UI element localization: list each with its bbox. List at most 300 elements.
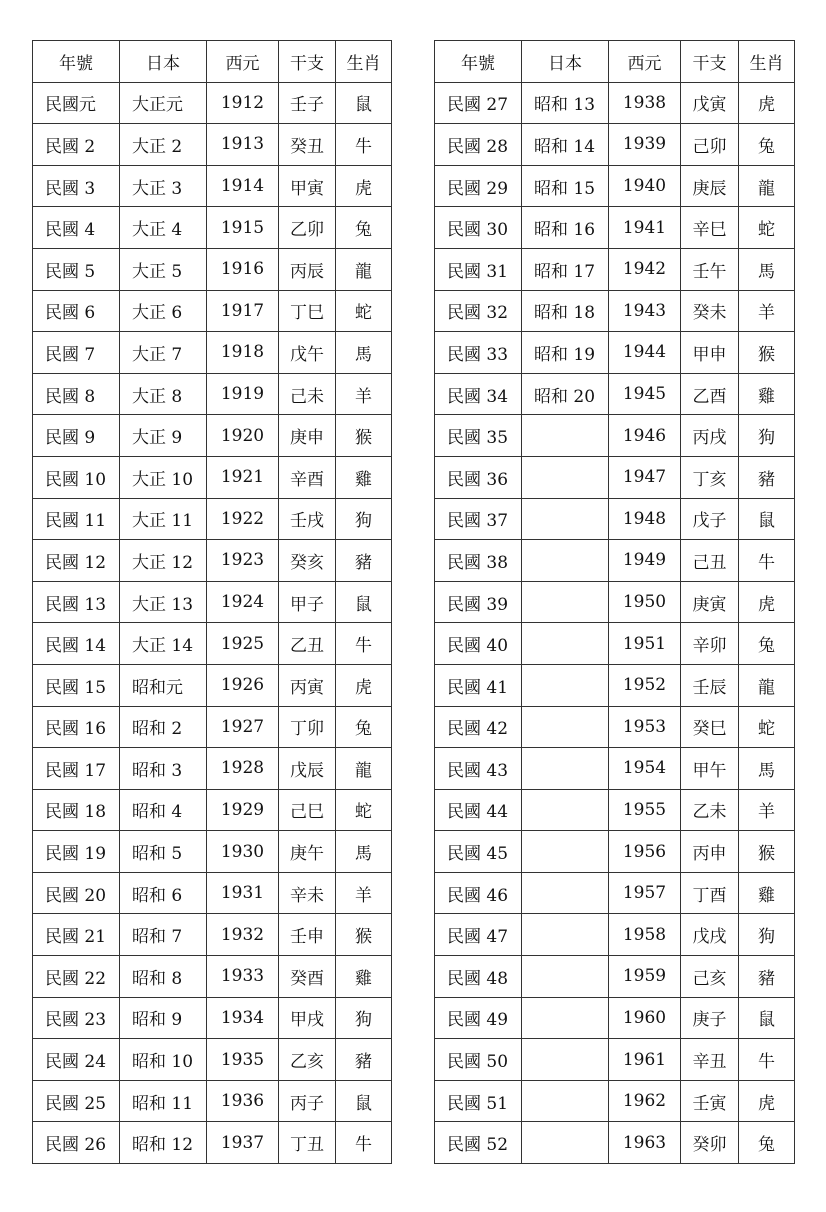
japanese-era-cell: 昭和 6 (120, 872, 207, 914)
column-header: 西元 (609, 41, 681, 83)
table-row (33, 1039, 392, 1081)
japanese-era-cell: 昭和 5 (120, 831, 207, 873)
table-row (435, 956, 795, 998)
zodiac-cell: 狗 (336, 997, 392, 1039)
era-cell: 民國 2 (33, 124, 120, 166)
era-cell: 民國 45 (435, 831, 522, 873)
zodiac-cell: 蛇 (739, 207, 795, 249)
zodiac-cell: 馬 (336, 831, 392, 873)
zodiac-cell: 虎 (336, 664, 392, 706)
western-year-cell: 1932 (207, 914, 279, 956)
era-cell: 民國 14 (33, 623, 120, 665)
zodiac-cell: 虎 (739, 1080, 795, 1122)
japanese-era-cell (522, 1039, 609, 1081)
western-year-cell: 1925 (207, 623, 279, 665)
table-row (33, 124, 392, 166)
ganzhi-cell: 癸酉 (279, 956, 336, 998)
column-header: 年號 (33, 41, 120, 83)
japanese-era-cell (522, 872, 609, 914)
ganzhi-cell: 癸巳 (681, 706, 739, 748)
japanese-era-cell: 昭和 10 (120, 1039, 207, 1081)
era-cell: 民國 7 (33, 332, 120, 374)
japanese-era-cell: 大正 4 (120, 207, 207, 249)
column-header: 西元 (207, 41, 279, 83)
zodiac-cell: 猴 (739, 332, 795, 374)
ganzhi-cell: 甲午 (681, 748, 739, 790)
table-row (33, 997, 392, 1039)
ganzhi-cell: 癸卯 (681, 1122, 739, 1164)
zodiac-cell: 鼠 (336, 581, 392, 623)
ganzhi-cell: 壬戌 (279, 498, 336, 540)
japanese-era-cell: 大正 10 (120, 456, 207, 498)
era-cell: 民國 3 (33, 165, 120, 207)
table-row (435, 706, 795, 748)
column-header: 年號 (435, 41, 522, 83)
table-row (33, 456, 392, 498)
zodiac-cell: 牛 (336, 1122, 392, 1164)
era-cell: 民國 31 (435, 248, 522, 290)
western-year-cell: 1961 (609, 1039, 681, 1081)
western-year-cell: 1939 (609, 124, 681, 166)
western-year-cell: 1936 (207, 1080, 279, 1122)
western-year-cell: 1937 (207, 1122, 279, 1164)
column-header: 生肖 (739, 41, 795, 83)
western-year-cell: 1957 (609, 872, 681, 914)
era-cell: 民國 15 (33, 664, 120, 706)
table-row (435, 1039, 795, 1081)
ganzhi-cell: 己丑 (681, 540, 739, 582)
table-row (435, 415, 795, 457)
ganzhi-cell: 戊午 (279, 332, 336, 374)
table-row (435, 332, 795, 374)
era-cell: 民國 11 (33, 498, 120, 540)
table-row (33, 415, 392, 457)
japanese-era-cell: 昭和 3 (120, 748, 207, 790)
ganzhi-cell: 癸亥 (279, 540, 336, 582)
table-row (33, 581, 392, 623)
era-cell: 民國 34 (435, 373, 522, 415)
zodiac-cell: 馬 (739, 748, 795, 790)
table-row (33, 1080, 392, 1122)
zodiac-cell: 虎 (739, 82, 795, 124)
era-cell: 民國 36 (435, 456, 522, 498)
japanese-era-cell: 大正 11 (120, 498, 207, 540)
ganzhi-cell: 戊子 (681, 498, 739, 540)
column-header: 干支 (681, 41, 739, 83)
zodiac-cell: 牛 (739, 1039, 795, 1081)
japanese-era-cell: 大正 7 (120, 332, 207, 374)
ganzhi-cell: 庚子 (681, 997, 739, 1039)
column-header: 干支 (279, 41, 336, 83)
era-cell: 民國 47 (435, 914, 522, 956)
era-cell: 民國 44 (435, 789, 522, 831)
japanese-era-cell: 大正 2 (120, 124, 207, 166)
zodiac-cell: 雞 (336, 956, 392, 998)
table-row (435, 456, 795, 498)
japanese-era-cell: 大正元 (120, 82, 207, 124)
zodiac-cell: 蛇 (336, 789, 392, 831)
year-table-left (32, 40, 392, 1164)
western-year-cell: 1942 (609, 248, 681, 290)
japanese-era-cell: 大正 12 (120, 540, 207, 582)
japanese-era-cell: 昭和 15 (522, 165, 609, 207)
zodiac-cell: 馬 (739, 248, 795, 290)
western-year-cell: 1960 (609, 997, 681, 1039)
table-row (33, 664, 392, 706)
western-year-cell: 1962 (609, 1080, 681, 1122)
zodiac-cell: 兔 (739, 124, 795, 166)
western-year-cell: 1945 (609, 373, 681, 415)
japanese-era-cell (522, 831, 609, 873)
era-cell: 民國 4 (33, 207, 120, 249)
table-row (33, 540, 392, 582)
japanese-era-cell: 大正 14 (120, 623, 207, 665)
ganzhi-cell: 乙酉 (681, 373, 739, 415)
column-header: 生肖 (336, 41, 392, 83)
column-header: 日本 (522, 41, 609, 83)
western-year-cell: 1934 (207, 997, 279, 1039)
era-cell: 民國 33 (435, 332, 522, 374)
japanese-era-cell: 昭和 19 (522, 332, 609, 374)
zodiac-cell: 狗 (739, 914, 795, 956)
zodiac-cell: 兔 (336, 706, 392, 748)
zodiac-cell: 鼠 (336, 82, 392, 124)
zodiac-cell: 猴 (336, 914, 392, 956)
ganzhi-cell: 壬午 (681, 248, 739, 290)
era-cell: 民國 23 (33, 997, 120, 1039)
japanese-era-cell: 大正 6 (120, 290, 207, 332)
zodiac-cell: 雞 (739, 373, 795, 415)
western-year-cell: 1933 (207, 956, 279, 998)
western-year-cell: 1953 (609, 706, 681, 748)
western-year-cell: 1955 (609, 789, 681, 831)
table-row (435, 623, 795, 665)
era-cell: 民國 9 (33, 415, 120, 457)
header-row-left (33, 41, 392, 83)
western-year-cell: 1918 (207, 332, 279, 374)
table-row (33, 623, 392, 665)
western-year-cell: 1952 (609, 664, 681, 706)
ganzhi-cell: 甲子 (279, 581, 336, 623)
japanese-era-cell: 大正 8 (120, 373, 207, 415)
table-row (33, 290, 392, 332)
japanese-era-cell (522, 456, 609, 498)
western-year-cell: 1930 (207, 831, 279, 873)
ganzhi-cell: 辛丑 (681, 1039, 739, 1081)
western-year-cell: 1928 (207, 748, 279, 790)
header-row-right (435, 41, 795, 83)
era-cell: 民國 50 (435, 1039, 522, 1081)
ganzhi-cell: 壬申 (279, 914, 336, 956)
era-cell: 民國 38 (435, 540, 522, 582)
table-row (435, 581, 795, 623)
zodiac-cell: 狗 (739, 415, 795, 457)
table-row (33, 248, 392, 290)
japanese-era-cell: 昭和 12 (120, 1122, 207, 1164)
era-cell: 民國 30 (435, 207, 522, 249)
japanese-era-cell: 昭和 8 (120, 956, 207, 998)
zodiac-cell: 鼠 (739, 997, 795, 1039)
japanese-era-cell: 昭和 20 (522, 373, 609, 415)
zodiac-cell: 豬 (336, 1039, 392, 1081)
ganzhi-cell: 戊辰 (279, 748, 336, 790)
table-row (435, 540, 795, 582)
western-year-cell: 1920 (207, 415, 279, 457)
japanese-era-cell (522, 1080, 609, 1122)
western-year-cell: 1924 (207, 581, 279, 623)
ganzhi-cell: 丁丑 (279, 1122, 336, 1164)
ganzhi-cell: 甲寅 (279, 165, 336, 207)
ganzhi-cell: 己巳 (279, 789, 336, 831)
era-cell: 民國 20 (33, 872, 120, 914)
zodiac-cell: 羊 (739, 789, 795, 831)
zodiac-cell: 龍 (739, 165, 795, 207)
header-row (33, 41, 392, 83)
zodiac-cell: 豬 (336, 540, 392, 582)
table-row (435, 748, 795, 790)
zodiac-cell: 鼠 (739, 498, 795, 540)
western-year-cell: 1948 (609, 498, 681, 540)
era-cell: 民國 35 (435, 415, 522, 457)
western-year-cell: 1921 (207, 456, 279, 498)
era-cell: 民國 21 (33, 914, 120, 956)
western-year-cell: 1919 (207, 373, 279, 415)
ganzhi-cell: 壬寅 (681, 1080, 739, 1122)
era-cell: 民國 12 (33, 540, 120, 582)
zodiac-cell: 蛇 (336, 290, 392, 332)
table-row (435, 664, 795, 706)
western-year-cell: 1914 (207, 165, 279, 207)
ganzhi-cell: 甲戌 (279, 997, 336, 1039)
era-cell: 民國 13 (33, 581, 120, 623)
western-year-cell: 1944 (609, 332, 681, 374)
ganzhi-cell: 辛未 (279, 872, 336, 914)
table-row (33, 332, 392, 374)
western-year-cell: 1938 (609, 82, 681, 124)
zodiac-cell: 牛 (739, 540, 795, 582)
era-cell: 民國 48 (435, 956, 522, 998)
ganzhi-cell: 乙卯 (279, 207, 336, 249)
japanese-era-cell: 昭和 17 (522, 248, 609, 290)
ganzhi-cell: 壬子 (279, 82, 336, 124)
era-cell: 民國 8 (33, 373, 120, 415)
ganzhi-cell: 戊寅 (681, 82, 739, 124)
ganzhi-cell: 己卯 (681, 124, 739, 166)
ganzhi-cell: 戊戌 (681, 914, 739, 956)
western-year-cell: 1958 (609, 914, 681, 956)
western-year-cell: 1915 (207, 207, 279, 249)
table-row (435, 498, 795, 540)
western-year-cell: 1913 (207, 124, 279, 166)
ganzhi-cell: 甲申 (681, 332, 739, 374)
ganzhi-cell: 丙申 (681, 831, 739, 873)
western-year-cell: 1959 (609, 956, 681, 998)
western-year-cell: 1954 (609, 748, 681, 790)
western-year-cell: 1951 (609, 623, 681, 665)
western-year-cell: 1946 (609, 415, 681, 457)
japanese-era-cell: 昭和元 (120, 664, 207, 706)
table-row (33, 207, 392, 249)
zodiac-cell: 羊 (336, 872, 392, 914)
zodiac-cell: 牛 (336, 124, 392, 166)
ganzhi-cell: 丙子 (279, 1080, 336, 1122)
table-row (33, 789, 392, 831)
western-year-cell: 1912 (207, 82, 279, 124)
era-cell: 民國 29 (435, 165, 522, 207)
table-row (33, 914, 392, 956)
western-year-cell: 1923 (207, 540, 279, 582)
zodiac-cell: 羊 (739, 290, 795, 332)
ganzhi-cell: 丙戌 (681, 415, 739, 457)
japanese-era-cell (522, 997, 609, 1039)
table-row (435, 248, 795, 290)
western-year-cell: 1926 (207, 664, 279, 706)
japanese-era-cell (522, 1122, 609, 1164)
ganzhi-cell: 庚辰 (681, 165, 739, 207)
era-cell: 民國 52 (435, 1122, 522, 1164)
table-row (33, 872, 392, 914)
japanese-era-cell: 大正 9 (120, 415, 207, 457)
era-cell: 民國 40 (435, 623, 522, 665)
ganzhi-cell: 壬辰 (681, 664, 739, 706)
japanese-era-cell: 昭和 18 (522, 290, 609, 332)
era-cell: 民國 26 (33, 1122, 120, 1164)
era-cell: 民國 41 (435, 664, 522, 706)
western-year-cell: 1922 (207, 498, 279, 540)
japanese-era-cell: 昭和 7 (120, 914, 207, 956)
header-row (435, 41, 795, 83)
era-cell: 民國 19 (33, 831, 120, 873)
zodiac-cell: 虎 (739, 581, 795, 623)
japanese-era-cell: 昭和 11 (120, 1080, 207, 1122)
table-row (435, 1122, 795, 1164)
era-cell: 民國 37 (435, 498, 522, 540)
era-cell: 民國 16 (33, 706, 120, 748)
ganzhi-cell: 庚午 (279, 831, 336, 873)
japanese-era-cell (522, 623, 609, 665)
era-cell: 民國 18 (33, 789, 120, 831)
zodiac-cell: 雞 (739, 872, 795, 914)
era-cell: 民國 27 (435, 82, 522, 124)
zodiac-cell: 龍 (739, 664, 795, 706)
japanese-era-cell (522, 540, 609, 582)
zodiac-cell: 虎 (336, 165, 392, 207)
ganzhi-cell: 丙寅 (279, 664, 336, 706)
ganzhi-cell: 乙丑 (279, 623, 336, 665)
zodiac-cell: 雞 (336, 456, 392, 498)
zodiac-cell: 狗 (336, 498, 392, 540)
ganzhi-cell: 丁酉 (681, 872, 739, 914)
western-year-cell: 1949 (609, 540, 681, 582)
japanese-era-cell: 昭和 16 (522, 207, 609, 249)
era-cell: 民國 28 (435, 124, 522, 166)
western-year-cell: 1931 (207, 872, 279, 914)
ganzhi-cell: 庚申 (279, 415, 336, 457)
japanese-era-cell: 大正 5 (120, 248, 207, 290)
japanese-era-cell (522, 664, 609, 706)
table-row (33, 748, 392, 790)
era-cell: 民國 25 (33, 1080, 120, 1122)
japanese-era-cell: 大正 3 (120, 165, 207, 207)
zodiac-cell: 兔 (739, 623, 795, 665)
table-row (435, 997, 795, 1039)
era-cell: 民國 17 (33, 748, 120, 790)
zodiac-cell: 豬 (739, 456, 795, 498)
table-row (33, 1122, 392, 1164)
ganzhi-cell: 丁卯 (279, 706, 336, 748)
western-year-cell: 1929 (207, 789, 279, 831)
era-cell: 民國 6 (33, 290, 120, 332)
table-row (435, 914, 795, 956)
era-cell: 民國元 (33, 82, 120, 124)
japanese-era-cell (522, 498, 609, 540)
japanese-era-cell (522, 789, 609, 831)
japanese-era-cell: 大正 13 (120, 581, 207, 623)
zodiac-cell: 蛇 (739, 706, 795, 748)
ganzhi-cell: 乙亥 (279, 1039, 336, 1081)
table-row (33, 165, 392, 207)
western-year-cell: 1940 (609, 165, 681, 207)
ganzhi-cell: 丙辰 (279, 248, 336, 290)
era-cell: 民國 51 (435, 1080, 522, 1122)
western-year-cell: 1935 (207, 1039, 279, 1081)
table-row (33, 498, 392, 540)
table-row (435, 831, 795, 873)
table-row (435, 124, 795, 166)
table-row (435, 82, 795, 124)
zodiac-cell: 兔 (739, 1122, 795, 1164)
japanese-era-cell: 昭和 2 (120, 706, 207, 748)
western-year-cell: 1956 (609, 831, 681, 873)
era-cell: 民國 32 (435, 290, 522, 332)
western-year-cell: 1943 (609, 290, 681, 332)
zodiac-cell: 龍 (336, 748, 392, 790)
table-row (435, 373, 795, 415)
ganzhi-cell: 乙未 (681, 789, 739, 831)
era-cell: 民國 43 (435, 748, 522, 790)
ganzhi-cell: 己亥 (681, 956, 739, 998)
table-row (33, 82, 392, 124)
table-row (435, 1080, 795, 1122)
zodiac-cell: 豬 (739, 956, 795, 998)
era-cell: 民國 49 (435, 997, 522, 1039)
era-cell: 民國 24 (33, 1039, 120, 1081)
table-row (33, 831, 392, 873)
western-year-cell: 1916 (207, 248, 279, 290)
zodiac-cell: 兔 (336, 207, 392, 249)
western-year-cell: 1941 (609, 207, 681, 249)
ganzhi-cell: 癸未 (681, 290, 739, 332)
table-row (33, 373, 392, 415)
japanese-era-cell: 昭和 14 (522, 124, 609, 166)
zodiac-cell: 龍 (336, 248, 392, 290)
table-row (33, 706, 392, 748)
era-cell: 民國 5 (33, 248, 120, 290)
table-row (435, 789, 795, 831)
zodiac-cell: 鼠 (336, 1080, 392, 1122)
japanese-era-cell: 昭和 9 (120, 997, 207, 1039)
western-year-cell: 1963 (609, 1122, 681, 1164)
era-cell: 民國 39 (435, 581, 522, 623)
western-year-cell: 1927 (207, 706, 279, 748)
zodiac-cell: 猴 (739, 831, 795, 873)
japanese-era-cell (522, 914, 609, 956)
zodiac-cell: 猴 (336, 415, 392, 457)
table-row (435, 872, 795, 914)
japanese-era-cell (522, 956, 609, 998)
western-year-cell: 1947 (609, 456, 681, 498)
ganzhi-cell: 庚寅 (681, 581, 739, 623)
